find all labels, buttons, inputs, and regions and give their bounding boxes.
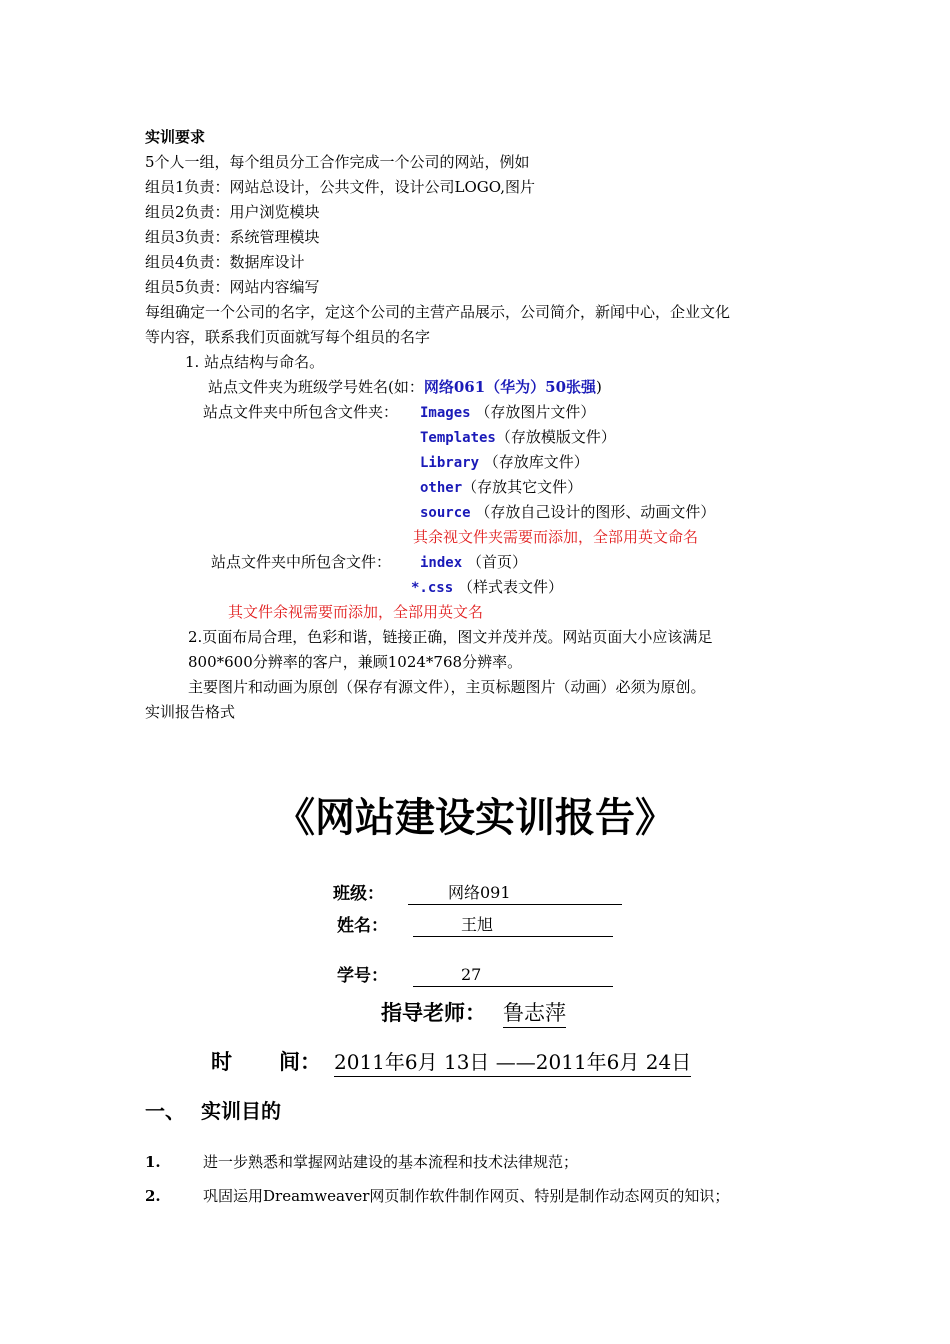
requirements-intro: 5个人一组，每个组员分工合作完成一个公司的网站，例如	[145, 153, 530, 171]
item-2-line-2: 800*600分辨率的客户，兼顾1024*768分辨率。	[188, 653, 523, 671]
site-folder-line	[208, 377, 602, 397]
item-number: 1.	[145, 1153, 161, 1171]
item-number: 2.	[145, 1187, 161, 1205]
id-label: 学号：	[337, 966, 388, 986]
member-2-line: 组员2负责：用户浏览模块	[145, 203, 320, 221]
class-value: 网络091	[448, 883, 511, 902]
member-3-line: 组员3负责：系统管理模块	[145, 228, 320, 246]
teacher-label: 指导老师：	[381, 1001, 486, 1025]
site-folder-prefix: 站点文件夹为班级学号姓名(如：	[208, 378, 424, 396]
files-label: 站点文件夹中所包含文件：	[211, 553, 392, 571]
name-field	[413, 914, 613, 937]
paragraph-line-2: 等内容，联系我们页面就写每个组员的名字	[145, 328, 431, 346]
member-1-line: 组员1负责：网站总设计，公共文件，设计公司LOGO,图片	[145, 178, 535, 196]
folder-row	[420, 402, 595, 423]
section-1-number: 一、	[145, 1099, 185, 1123]
class-label: 班级：	[333, 884, 384, 904]
folder-desc: （存放图片文件）	[475, 403, 596, 421]
name-value: 王旭	[461, 915, 494, 934]
report-format-label: 实训报告格式	[145, 703, 236, 721]
file-row	[411, 577, 563, 598]
file-name: index	[420, 555, 463, 571]
member-4-line: 组员4负责：数据库设计	[145, 253, 305, 271]
teacher-field	[503, 999, 566, 1028]
folder-desc: （存放其它文件）	[462, 478, 583, 496]
folder-name: source	[420, 505, 471, 521]
site-folder-example: 网络061（华为）50张强	[423, 378, 597, 396]
folder-name: Templates	[420, 430, 496, 446]
files-note: 其文件余视需要而添加，全部用英文名	[228, 603, 484, 621]
folder-name: other	[420, 480, 463, 496]
paragraph-line-1: 每组确定一个公司的名字，定这个公司的主营产品展示，公司简介，新闻中心，企业文化	[145, 303, 731, 321]
folder-desc: （存放库文件）	[483, 453, 589, 471]
section-1-item	[145, 1186, 729, 1206]
item-text: 进一步熟悉和掌握网站建设的基本流程和技术法律规范；	[203, 1153, 579, 1171]
item-2-line-3: 主要图片和动画为原创（保存有源文件），主页标题图片（动画）必须为原创。	[188, 678, 706, 696]
item-1-heading: 1. 站点结构与命名。	[185, 353, 325, 371]
section-1-heading: 实训目的	[201, 1099, 281, 1123]
folder-name: Images	[420, 405, 471, 421]
folders-note: 其余视文件夹需要而添加，全部用英文命名	[413, 528, 699, 546]
file-row	[420, 552, 527, 573]
folder-row	[420, 502, 715, 523]
name-label: 姓名：	[337, 916, 388, 936]
folder-desc: （存放模版文件）	[495, 428, 616, 446]
member-5-line: 组员5负责：网站内容编写	[145, 278, 320, 296]
time-label-1: 时	[211, 1050, 232, 1074]
time-label-2: 间：	[279, 1050, 321, 1074]
folder-row	[420, 427, 616, 448]
section-1-item	[145, 1152, 578, 1172]
id-value: 27	[461, 965, 482, 984]
time-value: 2011年6月 13日 ——2011年6月 24日	[334, 1050, 692, 1074]
file-desc: （样式表文件）	[457, 578, 563, 596]
requirements-heading: 实训要求	[145, 128, 206, 146]
folder-desc: （存放自己设计的图形、动画文件）	[475, 503, 716, 521]
folders-label: 站点文件夹中所包含文件夹：	[203, 403, 399, 421]
file-desc: （首页）	[466, 553, 527, 571]
item-text: 巩固运用Dreamweaver网页制作软件制作网页、特别是制作动态网页的知识；	[203, 1187, 730, 1205]
folder-row	[420, 477, 582, 498]
class-field	[408, 882, 622, 905]
folder-row	[420, 452, 589, 473]
id-field	[413, 964, 613, 987]
time-field	[334, 1048, 691, 1077]
file-name: *.css	[411, 580, 454, 596]
report-title: 《网站建设实训报告》	[275, 795, 675, 841]
teacher-value: 鲁志萍	[503, 1001, 566, 1025]
folder-name: Library	[420, 455, 480, 471]
item-2-line-1: 2.页面布局合理，色彩和谐，链接正确，图文并茂并茂。网站页面大小应该满足	[188, 628, 713, 646]
site-folder-suffix: )	[596, 378, 602, 396]
